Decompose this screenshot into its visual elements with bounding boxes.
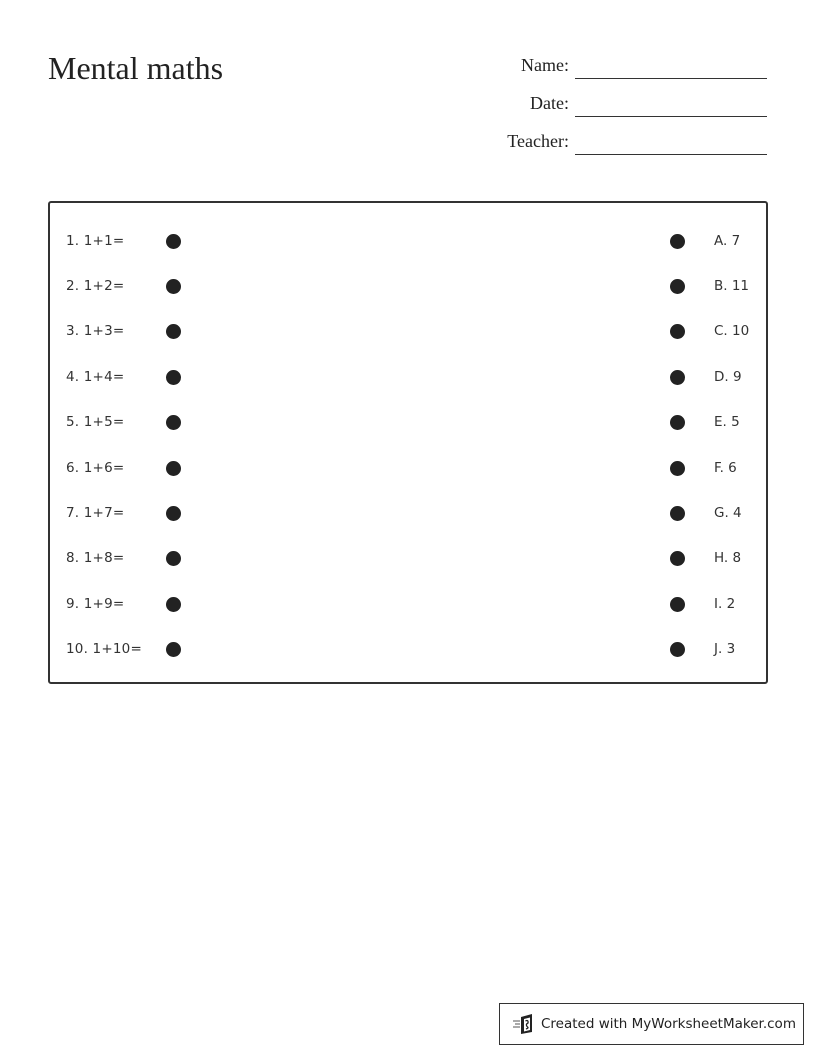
answer-label: F. 6	[714, 460, 737, 476]
name-field[interactable]	[480, 52, 768, 80]
answer-dot-icon[interactable]	[670, 415, 685, 430]
question-dot-icon[interactable]	[166, 234, 181, 249]
answer-dot-icon[interactable]	[670, 279, 685, 294]
answer-dot-icon[interactable]	[670, 324, 685, 339]
created-with-badge[interactable]	[499, 1003, 804, 1045]
created-with-text: Created with MyWorksheetMaker.com	[541, 1016, 796, 1032]
question-label: 2. 1+2=	[66, 278, 125, 294]
matching-row	[50, 593, 766, 617]
answer-label: D. 9	[714, 369, 742, 385]
name-input-line[interactable]	[575, 78, 767, 79]
matching-row	[50, 638, 766, 662]
matching-row	[50, 320, 766, 344]
question-label: 3. 1+3=	[66, 323, 125, 339]
answer-label: H. 8	[714, 550, 742, 566]
answer-label: E. 5	[714, 414, 740, 430]
name-label: Name:	[521, 55, 569, 75]
answer-label: I. 2	[714, 596, 736, 612]
question-label: 10. 1+10=	[66, 641, 142, 657]
matching-row	[50, 275, 766, 299]
date-label: Date:	[530, 93, 569, 113]
question-dot-icon[interactable]	[166, 597, 181, 612]
answer-label: J. 3	[714, 641, 736, 657]
answer-dot-icon[interactable]	[670, 234, 685, 249]
question-label: 6. 1+6=	[66, 460, 125, 476]
answer-label: A. 7	[714, 233, 741, 249]
matching-row	[50, 411, 766, 435]
answer-dot-icon[interactable]	[670, 370, 685, 385]
question-dot-icon[interactable]	[166, 642, 181, 657]
worksheet-maker-logo-icon	[512, 1013, 536, 1035]
question-label: 1. 1+1=	[66, 233, 125, 249]
matching-row	[50, 457, 766, 481]
matching-row	[50, 502, 766, 526]
question-dot-icon[interactable]	[166, 461, 181, 476]
answer-dot-icon[interactable]	[670, 597, 685, 612]
page-title: Mental maths	[48, 50, 224, 86]
matching-row	[50, 366, 766, 390]
answer-dot-icon[interactable]	[670, 551, 685, 566]
answer-label: C. 10	[714, 323, 750, 339]
question-dot-icon[interactable]	[166, 279, 181, 294]
question-label: 9. 1+9=	[66, 596, 125, 612]
question-dot-icon[interactable]	[166, 324, 181, 339]
matching-row	[50, 547, 766, 571]
question-label: 8. 1+8=	[66, 550, 125, 566]
question-dot-icon[interactable]	[166, 415, 181, 430]
teacher-label: Teacher:	[507, 131, 569, 151]
question-label: 5. 1+5=	[66, 414, 125, 430]
date-input-line[interactable]	[575, 116, 767, 117]
matching-row	[50, 230, 766, 254]
question-dot-icon[interactable]	[166, 506, 181, 521]
answer-label: G. 4	[714, 505, 742, 521]
question-label: 4. 1+4=	[66, 369, 125, 385]
answer-dot-icon[interactable]	[670, 642, 685, 657]
question-dot-icon[interactable]	[166, 370, 181, 385]
question-label: 7. 1+7=	[66, 505, 125, 521]
answer-label: B. 11	[714, 278, 750, 294]
teacher-input-line[interactable]	[575, 154, 767, 155]
answer-dot-icon[interactable]	[670, 461, 685, 476]
matching-exercise-box	[48, 201, 768, 684]
teacher-field[interactable]	[480, 128, 768, 156]
question-dot-icon[interactable]	[166, 551, 181, 566]
date-field[interactable]	[480, 90, 768, 118]
answer-dot-icon[interactable]	[670, 506, 685, 521]
